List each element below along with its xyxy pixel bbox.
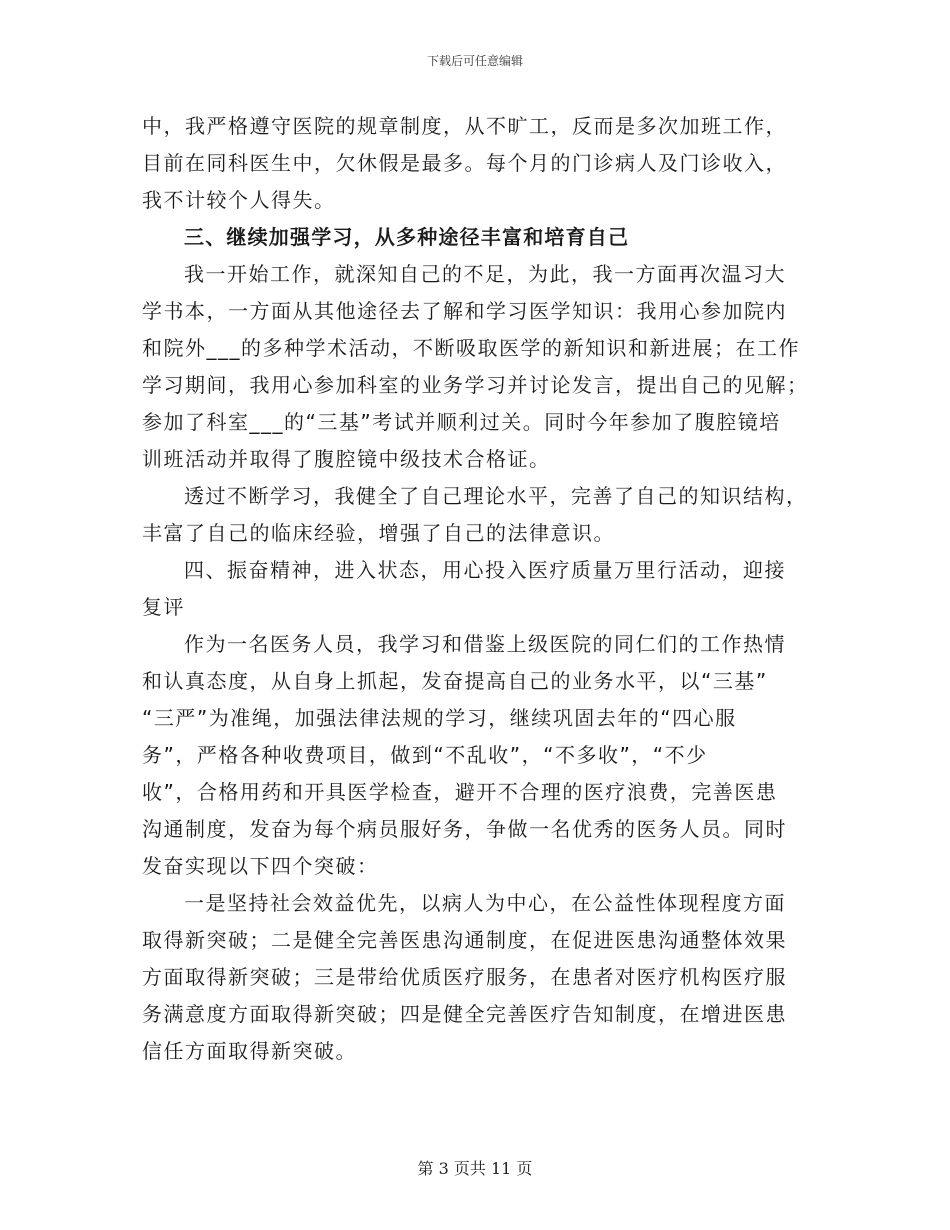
body-line: 我一开始工作，就深知自己的不足，为此，我一方面再次温习大: [184, 262, 786, 286]
body-line: 发奋实现以下四个突破：: [142, 854, 379, 878]
body-line: 和认真态度，从自身上抓起，发奋提高自己的业务水平，以“三基”: [142, 669, 768, 693]
body-line: 学书本，一方面从其他途径去了解和学习医学知识：我用心参加院内: [142, 299, 787, 323]
body-line: 一是坚持社会效益优先，以病人为中心，在公益性体现程度方面: [184, 891, 786, 915]
body-line: 丰富了自己的临床经验，增强了自己的法律意识。: [142, 521, 615, 545]
body-line: 沟通制度，发奋为每个病员服好务，争做一名优秀的医务人员。同时: [142, 817, 787, 841]
body-line: 我不计较个人得失。: [142, 188, 336, 212]
document-body: [142, 108, 810, 1070]
body-line: 取得新突破；二是健全完善医患沟通制度，在促进医患沟通整体效果: [142, 928, 787, 952]
page-number-footer: 第 3 页共 11 页: [417, 1159, 533, 1178]
body-line: 作为一名医务人员，我学习和借鉴上级医院的同仁们的工作热情: [184, 632, 786, 656]
section-heading-four: 四、振奋精神，进入状态，用心投入医疗质量万里行活动，迎接: [184, 558, 786, 582]
body-line: 透过不断学习，我健全了自己理论水平，完善了自己的知识结构，: [184, 484, 808, 508]
body-line: 训班活动并取得了腹腔镜中级技术合格证。: [142, 447, 551, 471]
section-heading-four-cont: 复评: [142, 595, 185, 619]
body-line: 目前在同科医生中，欠休假是最多。每个月的门诊病人及门诊收入，: [142, 151, 787, 175]
body-line: 收”，合格用药和开具医学检查，避开不合理的医疗浪费，完善医患: [142, 780, 778, 804]
body-line: 中，我严格遵守医院的规章制度，从不旷工，反而是多次加班工作，: [142, 114, 787, 138]
body-line: 方面取得新突破；三是带给优质医疗服务，在患者对医疗机构医疗服: [142, 965, 787, 989]
body-line: 学习期间，我用心参加科室的业务学习并讨论发言，提出自己的见解；: [142, 373, 809, 397]
body-line: 务满意度方面取得新突破；四是健全完善医疗告知制度，在增进医患: [142, 1002, 787, 1026]
body-line: 和院外___的多种学术活动，不断吸取医学的新知识和新进展；在工作: [142, 336, 800, 360]
body-line: 务”，严格各种收费项目，做到“不乱收”，“不多收”，“不少: [142, 743, 708, 767]
body-line: “三严”为准绳，加强法律法规的学习，继续巩固去年的“四心服: [142, 706, 737, 730]
body-line: 信任方面取得新突破。: [142, 1039, 357, 1063]
section-heading-three: 三、继续加强学习，从多种途径丰富和培育自己: [184, 225, 630, 249]
body-line: 参加了科室___的“三基”考试并顺利过关。同时今年参加了腹腔镜培: [142, 410, 781, 434]
page-header-note: 下载后可任意编辑: [426, 54, 523, 68]
